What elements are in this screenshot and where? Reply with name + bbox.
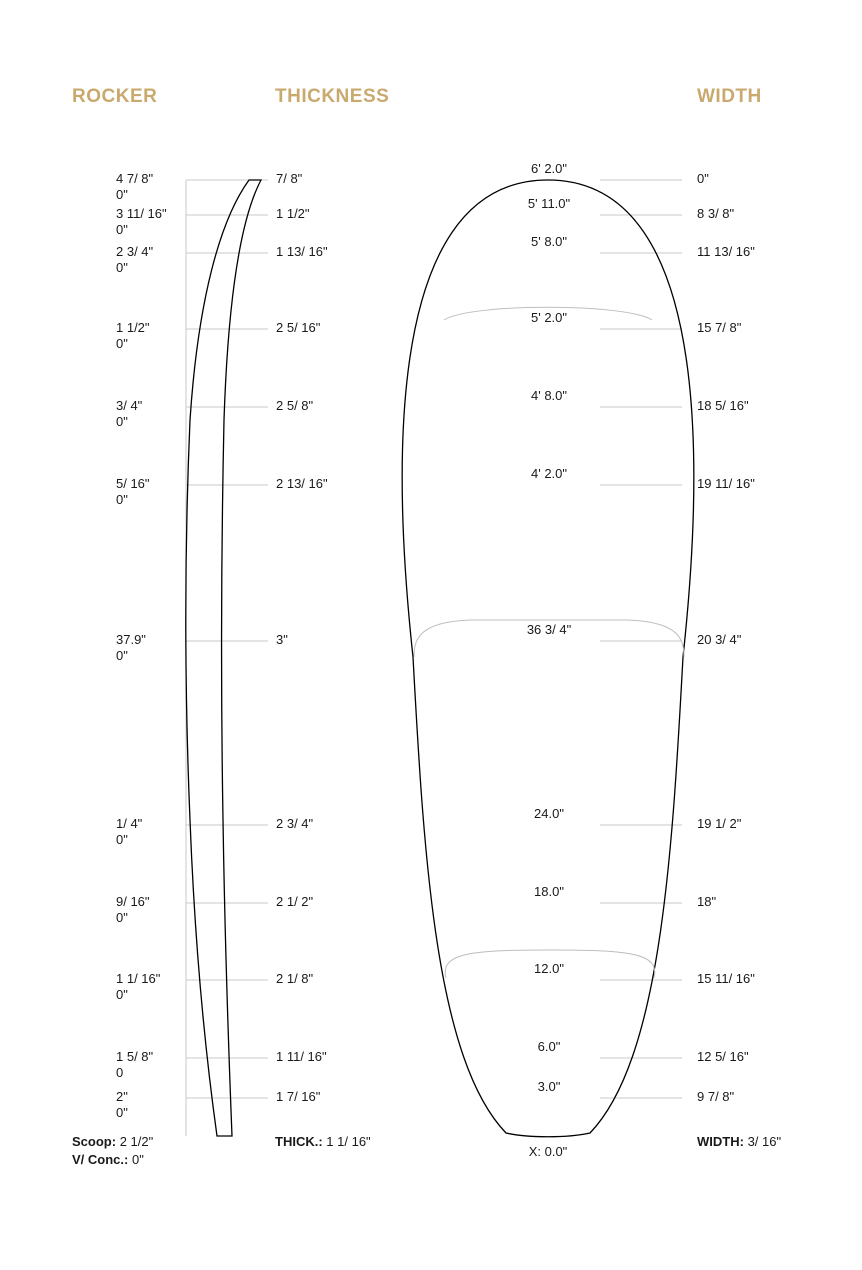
width-value: 12 5/ 16" <box>697 1049 749 1064</box>
rocker-value: 5/ 16" <box>116 476 150 491</box>
rocker-zero-value: 0" <box>116 187 128 202</box>
station-length-value: 5' 2.0" <box>530 310 568 325</box>
rocker-value: 2 3/ 4" <box>116 244 154 259</box>
rocker-zero-value: 0" <box>116 414 128 429</box>
width-value: 19 11/ 16" <box>697 476 755 491</box>
rocker-value: 9/ 16" <box>116 894 150 909</box>
width-label: WIDTH: <box>697 1134 744 1149</box>
width-value: 18 5/ 16" <box>697 398 749 413</box>
vconc-value: 0" <box>131 1152 144 1167</box>
rocker-zero-value: 0" <box>116 222 128 237</box>
width-value: 3/ 16" <box>747 1134 782 1149</box>
thickness-value: 2 1/ 8" <box>276 971 314 986</box>
scoop-value: 2 1/2" <box>119 1134 154 1149</box>
thick-label: THICK.: <box>275 1134 323 1149</box>
thickness-value: 1 1/2" <box>276 206 310 221</box>
thickness-value: 2 13/ 16" <box>276 476 328 491</box>
rocker-value: 1 1/ 16" <box>116 971 161 986</box>
rocker-value: 1 1/2" <box>116 320 150 335</box>
width-header: WIDTH <box>697 86 762 107</box>
station-length-value: 6.0" <box>537 1039 561 1054</box>
thickness-value: 7/ 8" <box>276 171 303 186</box>
width-value: 20 3/ 4" <box>697 632 742 647</box>
width-value: 15 11/ 16" <box>697 971 755 986</box>
station-length-value: 5' 11.0" <box>527 196 571 211</box>
scoop-spec <box>72 1133 153 1150</box>
station-length-value: 36 3/ 4" <box>526 622 572 637</box>
width-value: 11 13/ 16" <box>697 244 755 259</box>
thickness-value: 2 1/ 2" <box>276 894 314 909</box>
guide-lines <box>186 180 682 1098</box>
scoop-label: Scoop: <box>72 1134 117 1149</box>
width-value: 8 3/ 8" <box>697 206 735 221</box>
station-length-value: 4' 2.0" <box>530 466 568 481</box>
thickness-value: 1 13/ 16" <box>276 244 328 259</box>
tail-length-label: X: 0.0" <box>528 1144 568 1159</box>
rocker-zero-value: 0" <box>116 260 128 275</box>
rocker-value: 3 11/ 16" <box>116 206 167 221</box>
rocker-zero-value: 0" <box>116 336 128 351</box>
station-length-value: 24.0" <box>534 806 564 821</box>
thickness-value: 2 5/ 8" <box>276 398 314 413</box>
width-value: 19 1/ 2" <box>697 816 742 831</box>
rocker-value: 3/ 4" <box>116 398 143 413</box>
thick-value: 1 1/ 16" <box>326 1134 371 1149</box>
rocker-zero-value: 0" <box>116 492 128 507</box>
width-value: 15 7/ 8" <box>697 320 742 335</box>
station-length-value: 18.0" <box>534 884 564 899</box>
rocker-zero-value: 0" <box>116 1105 128 1120</box>
rocker-zero-value: 0" <box>116 987 128 1002</box>
board-profile-outline <box>186 180 261 1136</box>
station-length-value: 5' 8.0" <box>530 234 568 249</box>
thickness-value: 2 5/ 16" <box>276 320 321 335</box>
thickness-value: 3" <box>276 632 288 647</box>
tail-width-spec <box>697 1133 781 1150</box>
rocker-zero-value: 0" <box>116 648 128 663</box>
station-length-value: 3.0" <box>537 1079 561 1094</box>
station-length-value: 4' 8.0" <box>530 388 568 403</box>
rocker-value: 1/ 4" <box>116 816 143 831</box>
thickness-value: 1 7/ 16" <box>276 1089 321 1104</box>
tail-thickness-spec <box>275 1133 371 1150</box>
station-length-value: 6' 2.0" <box>530 161 568 176</box>
width-value: 18" <box>697 894 717 909</box>
station-length-value: 12.0" <box>534 961 564 976</box>
thickness-value: 1 11/ 16" <box>276 1049 327 1064</box>
width-value: 9 7/ 8" <box>697 1089 735 1104</box>
rocker-zero-value: 0 <box>116 1065 124 1080</box>
rocker-value: 37.9" <box>116 632 146 647</box>
rocker-zero-value: 0" <box>116 832 128 847</box>
rocker-value: 1 5/ 8" <box>116 1049 154 1064</box>
width-value: 0" <box>697 171 709 186</box>
rocker-value: 2" <box>116 1089 128 1104</box>
vconc-spec <box>72 1151 144 1168</box>
rocker-zero-value: 0" <box>116 910 128 925</box>
rocker-header: ROCKER <box>72 86 158 107</box>
vconc-label: V/ Conc.: <box>72 1152 129 1167</box>
rocker-value: 4 7/ 8" <box>116 171 154 186</box>
thickness-header: THICKNESS <box>275 86 390 107</box>
thickness-value: 2 3/ 4" <box>276 816 314 831</box>
